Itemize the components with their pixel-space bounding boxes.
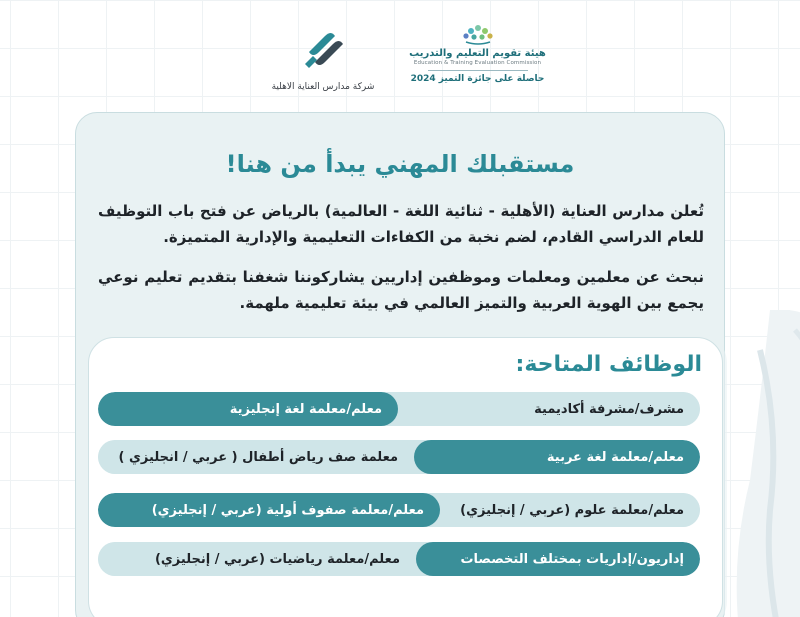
job-item: مشرف/مشرفة أكاديمية	[398, 392, 700, 426]
job-item: إداريون/إداريات بمختلف التخصصات	[416, 542, 700, 576]
job-item: معلم/معلمة صفوف أولية (عربي / إنجليزي)	[98, 493, 440, 527]
etec-logo	[405, 22, 550, 84]
etec-name-ar: هيئة تقويم التعليم والتدريب	[409, 48, 546, 59]
school-name: شركة مدارس العناية الاهلية	[271, 82, 375, 92]
etec-divider	[428, 70, 528, 71]
job-item: معلمة صف رياض أطفال ( عربي / انجليزي )	[98, 440, 414, 474]
job-row	[98, 542, 700, 576]
headline: مستقبلك المهني يبدأ من هنا!	[225, 150, 575, 178]
job-row	[98, 440, 700, 474]
school-logo	[248, 22, 398, 92]
school-logo-icon	[295, 22, 351, 78]
jobs-title: الوظائف المتاحة:	[515, 352, 702, 377]
etec-logo-icon	[458, 22, 498, 46]
job-row	[98, 392, 700, 426]
etec-award: حاصلة على جائزة التميز 2024	[410, 74, 545, 84]
job-row	[98, 493, 700, 527]
mission-paragraph: نبحث عن معلمين ومعلمات وموظفين إداريين يشاركوننا شغفنا بتقديم تعليم نوعي يجمع بين الهوية العربية والتميز العالمي في بيئة تعليمية ملهمة.	[98, 268, 704, 312]
etec-name-en: Education & Training Evaluation Commission	[413, 60, 542, 66]
job-item: معلم/معلمة رياضيات (عربي / إنجليزي)	[98, 542, 416, 576]
job-item: معلم/معلمة لغة إنجليزية	[98, 392, 398, 426]
intro-paragraph: تُعلن مدارس العناية (الأهلية - ثنائية اللغة - العالمية) بالرياض عن فتح باب التوظيف للعام الدراسي القادم، لضم نخبة من الكفاءات التعليمية والإدارية المتميزة.	[98, 202, 704, 246]
job-item: معلم/معلمة لغة عربية	[414, 440, 700, 474]
job-item: معلم/معلمة علوم (عربي / إنجليزي)	[440, 493, 700, 527]
